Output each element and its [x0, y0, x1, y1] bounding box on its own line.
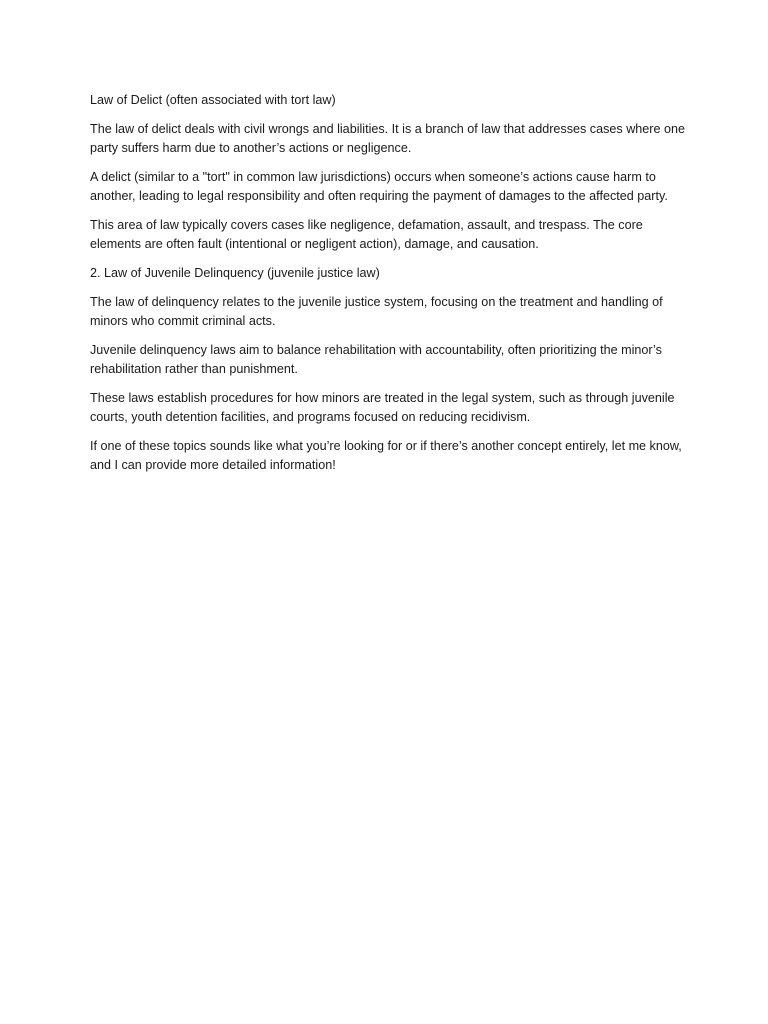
paragraph-closing-offer: If one of these topics sounds like what you’re looking for or if there’s another concept entirely, let me know, and I can provide more detailed information!: [90, 439, 682, 472]
paragraph-delinquency-procedures: These laws establish procedures for how minors are treated in the legal system, such as through juvenile courts, youth detention facilities, and programs focused on reducing recidivism.: [90, 391, 675, 424]
paragraph-delict-scope: This area of law typically covers cases like negligence, defamation, assault, and trespass. The core elements are often fault (intentional or negligent action), damage, and causation.: [90, 218, 643, 251]
paragraph-delinquency-definition: The law of delinquency relates to the juvenile justice system, focusing on the treatment and handling of minors who commit criminal acts.: [90, 295, 663, 328]
paragraph-delict-tort: A delict (similar to a "tort" in common law jurisdictions) occurs when someone’s actions cause harm to another, leading to legal responsibility and often requiring the payment of damages to the affected party.: [90, 170, 668, 203]
paragraph-delict-definition: The law of delict deals with civil wrongs and liabilities. It is a branch of law that addresses cases where one party suffers harm due to another’s actions or negligence.: [90, 122, 685, 155]
document-body: [90, 91, 686, 485]
heading-juvenile-delinquency: 2. Law of Juvenile Delinquency (juvenile justice law): [90, 266, 380, 280]
paragraph-delinquency-balance: Juvenile delinquency laws aim to balance rehabilitation with accountability, often prioritizing the minor’s rehabilitation rather than punishment.: [90, 343, 662, 376]
heading-law-of-delict: Law of Delict (often associated with tort law): [90, 93, 336, 107]
